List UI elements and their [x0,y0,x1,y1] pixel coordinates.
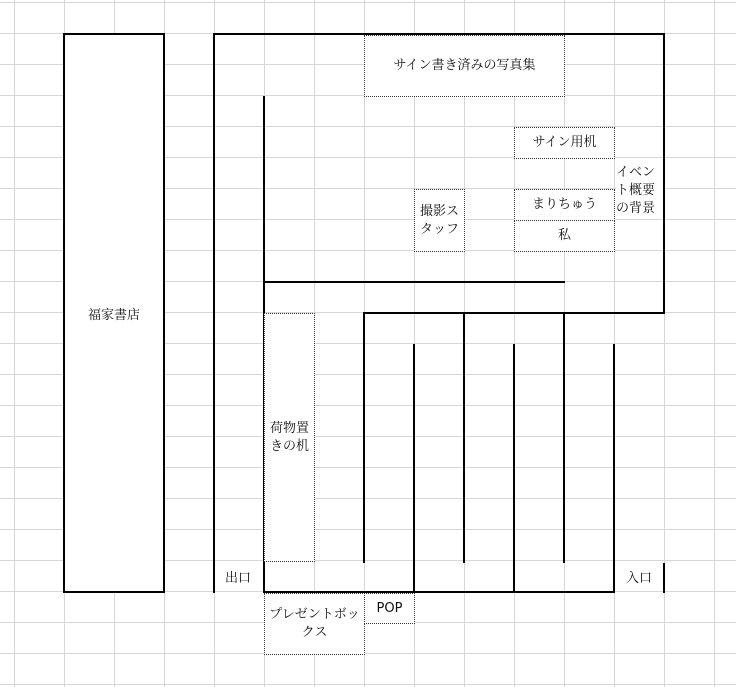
me-label: 私 [557,228,571,243]
pop-label: POP [376,600,403,616]
exit-label: 出口 [225,571,252,586]
stage-divider [263,281,565,283]
queue-lane-2 [413,344,415,593]
signed-photobook-box [364,35,565,97]
bookstore-label: 福家書店 [87,307,140,323]
luggage-desk-label: 荷物置きの机 [269,420,309,454]
bookstore-block [63,33,165,593]
pop-box [364,593,415,624]
marichuu-label: まりちゅう [531,197,597,212]
queue-top-wall [363,312,665,314]
luggage-desk-box [264,313,315,562]
outer-wall-left [213,33,215,593]
event-background-label: イベント概要の背景 [616,164,663,218]
photo-staff-box [414,189,465,252]
entrance-label: 入口 [626,571,653,586]
present-box [264,593,365,655]
outer-wall-right-lower [663,563,665,593]
present-box-label: プレゼントボックス [269,607,360,640]
queue-lane-1 [363,312,365,563]
marichuu-box [514,189,615,221]
me-box [514,220,615,252]
queue-lane-5 [563,312,565,563]
queue-lane-3 [463,312,465,563]
sign-desk-box [514,127,615,159]
signed-photobook-label: サイン書き済みの写真集 [393,58,536,73]
sign-desk-label: サイン用机 [532,135,597,150]
queue-lane-6 [613,344,615,593]
queue-lane-4 [513,344,515,593]
photo-staff-label: 撮影スタッフ [419,203,459,237]
outer-wall-right-upper [663,33,665,314]
